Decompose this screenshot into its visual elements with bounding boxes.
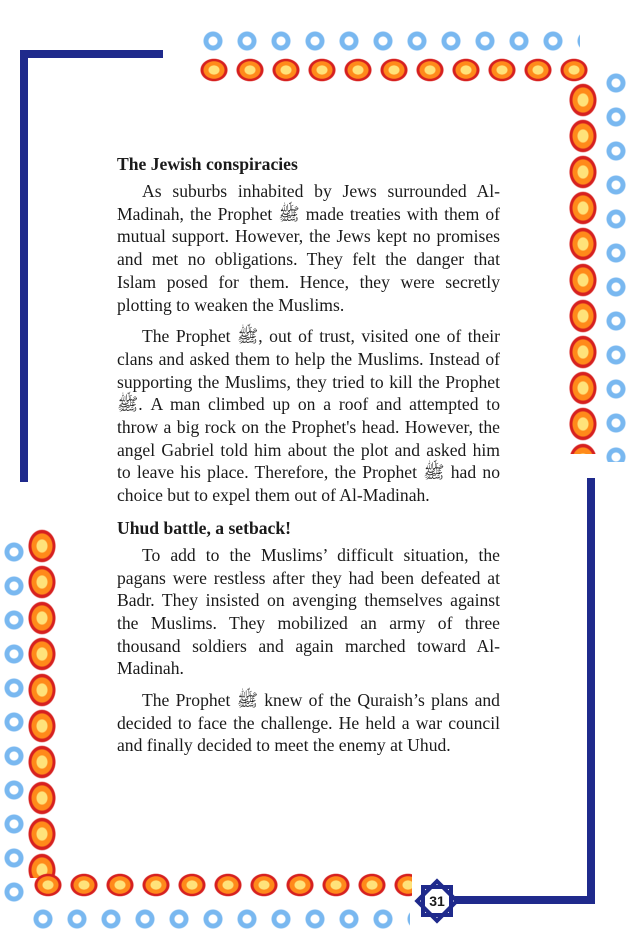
page-number-badge bbox=[414, 878, 460, 924]
ornament-band-red-top bbox=[196, 55, 590, 85]
ornament-band-red-right bbox=[568, 82, 598, 454]
frame-navy-top-left bbox=[20, 50, 163, 58]
ornament-band-red-left bbox=[27, 528, 57, 878]
paragraph: The Prophet ﷺ, out of trust, visited one of their clans and asked them to help the Muslims. Instead of supporting the Muslims, they tried to kill the Prophet ﷺ. A man climbed up on a roof and attempted to throw a big rock on the Prophet's head. However, the angel Gabriel told him about the plot and asked him to leave his place. Therefore, the Prophet ﷺ had no choice but to expel them out of Al-Madinah. bbox=[117, 326, 500, 506]
paragraph: The Prophet ﷺ knew of the Quraish’s plans and decided to face the challenge. He held a war council and finally decided to meet the enemy at Uhud. bbox=[117, 690, 500, 756]
section-heading: The Jewish conspiracies bbox=[117, 154, 298, 174]
ornament-band-blue-bottom bbox=[26, 906, 410, 932]
frame-navy-right bbox=[587, 478, 595, 903]
page-number: 31 bbox=[429, 893, 445, 909]
ornament-band-red-bottom bbox=[30, 870, 412, 900]
ornament-band-blue-left bbox=[1, 535, 27, 911]
frame-navy-bottom-right bbox=[455, 896, 595, 904]
section-heading: Uhud battle, a setback! bbox=[117, 517, 291, 538]
paragraph: To add to the Muslims’ difficult situation, the pagans were restless after they had been defeated at Badr. They insisted on avenging themselves against the Muslims. They mobilized an army of three thousand soldiers and again marched toward Al-Madinah. bbox=[117, 544, 500, 679]
ornament-band-blue-right bbox=[603, 66, 629, 462]
ornament-band-blue-top bbox=[196, 28, 580, 54]
frame-navy-left bbox=[20, 50, 28, 482]
page-body bbox=[117, 152, 500, 766]
paragraph: As suburbs inhabited by Jews surrounded Al-Madinah, the Prophet ﷺ made treaties with them of mutual support. However, the Jews kept no promises and met no obligations. They felt the danger that Islam posed for them. Hence, they were secretly plotting to weaken the Muslims. bbox=[117, 181, 500, 315]
